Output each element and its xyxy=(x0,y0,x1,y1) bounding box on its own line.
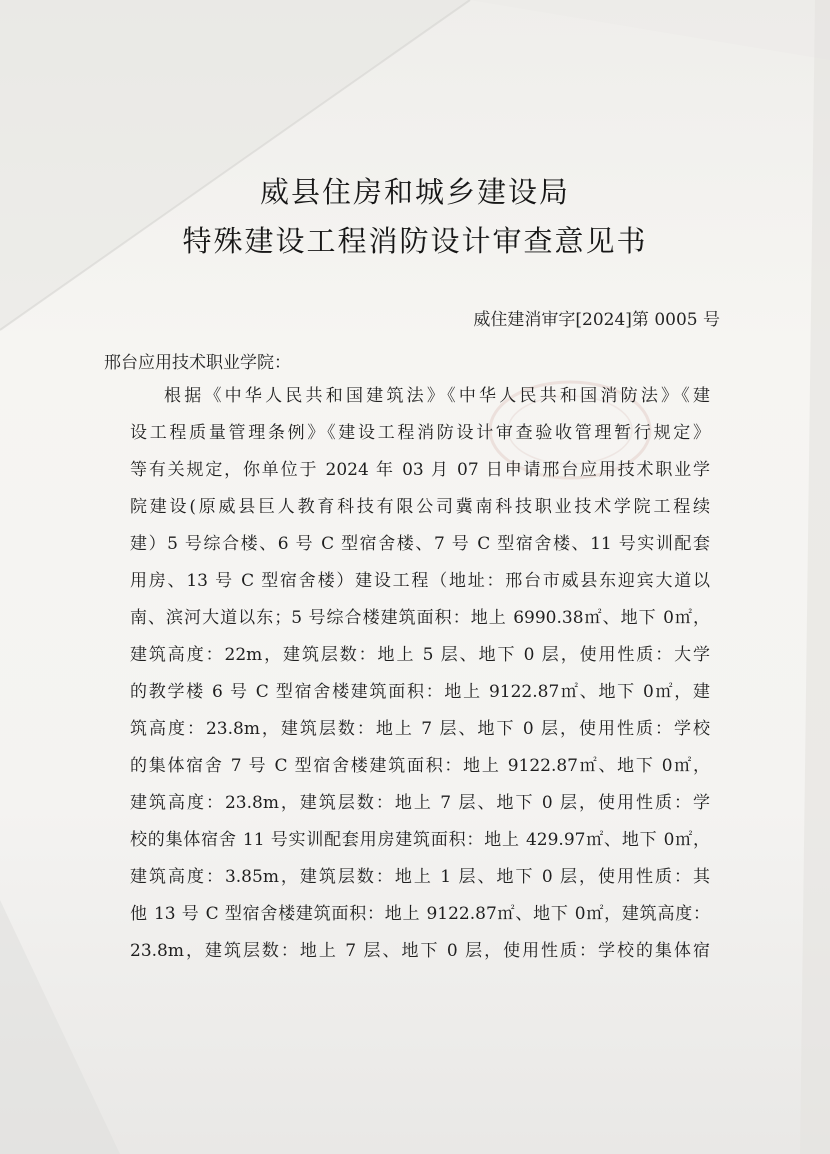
recipient-line: 邢台应用技术职业学院： xyxy=(104,353,291,373)
document-type-title: 特殊建设工程消防设计审查意见书 xyxy=(182,224,648,258)
body-line: 23.8m，建筑层数：地上 7 层、地下 0 层，使用性质：学校的集体宿 xyxy=(130,941,710,961)
body-line: 建筑高度：3.85m，建筑层数：地上 1 层、地下 0 层，使用性质：其 xyxy=(130,867,710,887)
issuing-authority-title: 威县住房和城乡建设局 xyxy=(259,175,570,209)
body-line: 建筑高度：22m，建筑层数：地上 5 层、地下 0 层，使用性质：大学 xyxy=(130,645,710,665)
body-line: 校的集体宿舍 11 号实训配套用房建筑面积：地上 429.97㎡、地下 0㎡， xyxy=(130,830,710,850)
body-line: 他 13 号 C 型宿舍楼建筑面积：地上 9122.87㎡、地下 0㎡，建筑高度： xyxy=(130,904,710,924)
body-line: 筑高度：23.8m，建筑层数：地上 7 层、地下 0 层，使用性质：学校 xyxy=(130,719,710,739)
document-number: 威住建消审字[2024]第 0005 号 xyxy=(473,310,720,330)
body-line: 根据《中华人民共和国建筑法》《中华人民共和国消防法》《建 xyxy=(164,386,710,406)
body-line: 南、滨河大道以东；5 号综合楼建筑面积：地上 6990.38㎡、地下 0㎡， xyxy=(130,608,710,628)
body-line: 院建设(原威县巨人教育科技有限公司冀南科技职业技术学院工程续 xyxy=(130,497,710,517)
body-line: 建筑高度：23.8m，建筑层数：地上 7 层、地下 0 层，使用性质：学 xyxy=(130,793,710,813)
body-line: 建）5 号综合楼、6 号 C 型宿舍楼、7 号 C 型宿舍楼、11 号实训配套 xyxy=(130,534,710,554)
body-line: 用房、13 号 C 型宿舍楼）建设工程（地址：邢台市威县东迎宾大道以 xyxy=(130,571,710,591)
body-line: 设工程质量管理条例》《建设工程消防设计审查验收管理暂行规定》 xyxy=(130,423,710,443)
body-line: 的集体宿舍 7 号 C 型宿舍楼建筑面积：地上 9122.87㎡、地下 0㎡， xyxy=(130,756,710,776)
document-body xyxy=(130,378,710,970)
body-line: 等有关规定，你单位于 2024 年 03 月 07 日申请邢台应用技术职业学 xyxy=(130,460,710,480)
body-line: 的教学楼 6 号 C 型宿舍楼建筑面积：地上 9122.87㎡、地下 0㎡，建 xyxy=(130,682,710,702)
